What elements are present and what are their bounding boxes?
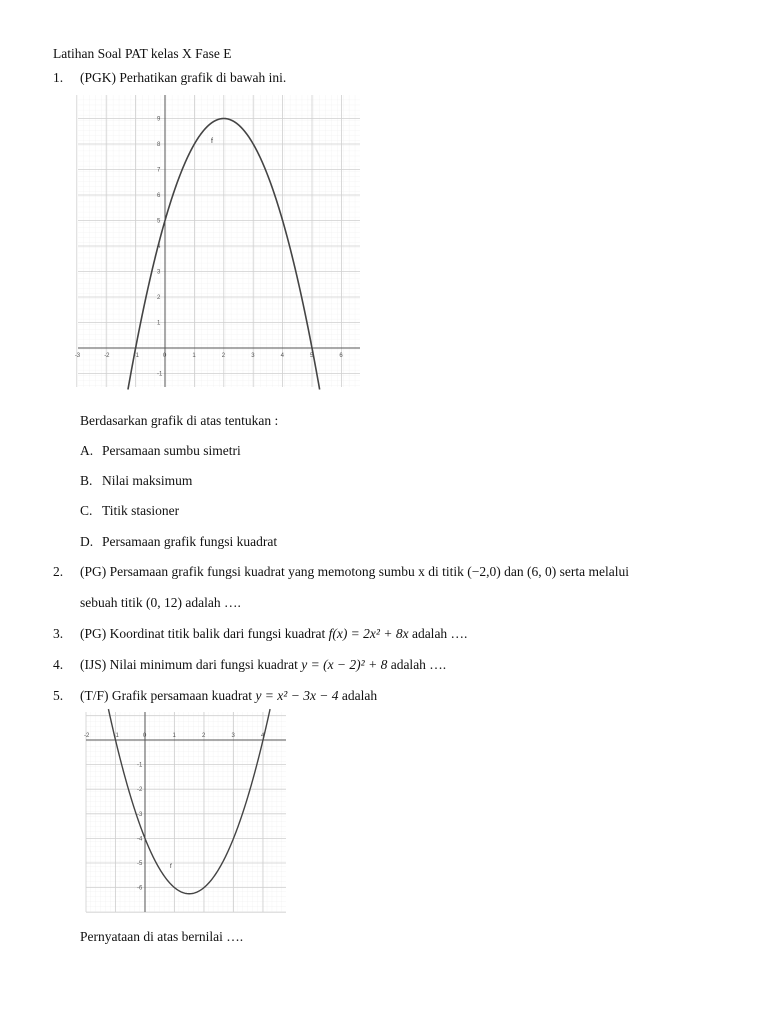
- option-b-letter: B.: [80, 473, 93, 488]
- question-4-prefix: (IJS) Nilai minimum dari fungsi kuadrat: [80, 657, 302, 672]
- y-tick-label: 9: [157, 116, 161, 123]
- x-tick-label: -3: [74, 353, 81, 359]
- question-5-prefix: (T/F) Grafik persamaan kuadrat: [80, 688, 256, 703]
- y-tick-label: -1: [137, 762, 143, 769]
- x-tick-label: 6: [339, 353, 343, 359]
- question-2-line1: (PG) Persamaan grafik fungsi kuadrat yang memotong sumbu x di titik (−2,0) dan (6, 0) serta melalui: [80, 564, 629, 579]
- question-3-suffix: adalah ….: [408, 626, 468, 641]
- y-tick-label: 6: [157, 193, 161, 199]
- x-tick-label: 2: [221, 353, 226, 359]
- curve-label: f: [170, 864, 172, 870]
- question-5-text: [80, 688, 377, 704]
- x-tick-label: 0: [163, 353, 167, 359]
- question-1-number: 1.: [53, 70, 64, 85]
- option-d-text: Persamaan grafik fungsi kuadrat: [102, 534, 278, 549]
- question-3-number: 3.: [53, 626, 64, 641]
- x-tick-label: 3: [231, 733, 235, 739]
- y-tick-label: 8: [157, 142, 161, 148]
- x-tick-label: -2: [104, 353, 110, 359]
- question-3-math: f(x) = 2x² + 8x: [328, 626, 409, 641]
- question-4-suffix: adalah ….: [387, 657, 447, 672]
- page-title: Latihan Soal PAT kelas X Fase E: [53, 46, 232, 61]
- option-a-letter: A.: [80, 443, 94, 458]
- y-tick-label: -2: [137, 787, 143, 794]
- y-tick-label: -6: [137, 885, 143, 892]
- x-tick-label: 1: [192, 353, 196, 359]
- x-tick-label: 5: [310, 353, 314, 359]
- question-5-graph: [86, 712, 286, 912]
- question-4-math: y = (x − 2)² + 8: [301, 657, 388, 672]
- option-d-letter: D.: [80, 534, 94, 549]
- question-1-prompt: Berdasarkan grafik di atas tentukan :: [80, 413, 279, 428]
- question-5-math: y = x² − 3x − 4: [255, 688, 339, 703]
- x-tick-label: -1: [113, 733, 119, 739]
- y-tick-label: 1: [157, 320, 161, 327]
- question-1-graph: [74, 95, 360, 387]
- question-2-number: 2.: [53, 564, 64, 579]
- question-3-text: [80, 626, 467, 642]
- x-tick-label: 3: [251, 353, 255, 359]
- x-tick-label: -2: [84, 733, 90, 739]
- option-c-letter: C.: [80, 503, 93, 518]
- y-tick-label: -1: [157, 371, 163, 378]
- y-tick-label: -4: [137, 836, 143, 843]
- x-tick-label: 1: [172, 733, 176, 739]
- y-tick-label: 7: [157, 167, 161, 174]
- x-tick-label: 4: [261, 733, 265, 739]
- y-tick-label: 4: [157, 244, 161, 250]
- curve-label: f: [211, 138, 213, 145]
- y-tick-label: -3: [137, 811, 143, 818]
- question-1-text: (PGK) Perhatikan grafik di bawah ini.: [80, 70, 287, 85]
- y-tick-label: 5: [157, 218, 161, 225]
- question-2-line2: sebuah titik (0, 12) adalah ….: [80, 595, 241, 610]
- x-tick-label: 4: [280, 353, 284, 359]
- question-5-suffix: adalah: [338, 688, 378, 703]
- option-b-text: Nilai maksimum: [102, 473, 193, 488]
- x-tick-label: -1: [133, 353, 139, 359]
- question-3-prefix: (PG) Koordinat titik balik dari fungsi kuadrat: [80, 626, 329, 641]
- question-4-number: 4.: [53, 657, 64, 672]
- x-tick-label: 2: [202, 733, 206, 739]
- question-5-number: 5.: [53, 688, 64, 703]
- y-tick-label: -5: [137, 861, 143, 867]
- option-c-text: Titik stasioner: [102, 503, 180, 518]
- question-5-statement: Pernyataan di atas bernilai ….: [80, 929, 244, 944]
- question-4-text: [80, 657, 446, 673]
- x-tick-label: 0: [143, 733, 147, 739]
- y-tick-label: 3: [157, 269, 161, 276]
- y-tick-label: 2: [157, 295, 161, 301]
- option-a-text: Persamaan sumbu simetri: [102, 443, 241, 458]
